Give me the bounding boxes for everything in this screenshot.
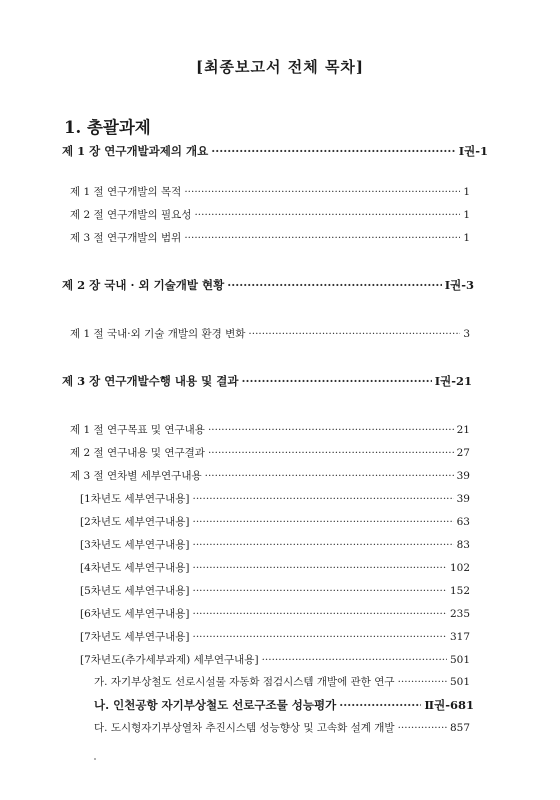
leader-dots bbox=[227, 276, 442, 294]
toc-section[interactable] bbox=[70, 229, 470, 247]
toc-year-entry[interactable] bbox=[80, 536, 470, 554]
page-number: 21 bbox=[456, 424, 470, 436]
page-number: 39 bbox=[456, 493, 470, 505]
page-number: 1 bbox=[463, 186, 470, 198]
leader-dots bbox=[398, 719, 447, 737]
toc-section[interactable] bbox=[70, 206, 470, 224]
leader-dots bbox=[193, 582, 447, 600]
chapter-label: 제 2 장 국내 · 외 기술개발 현황 bbox=[62, 278, 225, 292]
page-number: 27 bbox=[456, 447, 470, 459]
year-label: [3차년도 세부연구내용] bbox=[80, 539, 190, 551]
year-label: [7차년도 세부연구내용] bbox=[80, 631, 190, 643]
leader-dots bbox=[193, 605, 447, 623]
toc-section[interactable] bbox=[70, 421, 470, 439]
section-label: 제 1 절 국내·외 기술 개발의 환경 변화 bbox=[70, 328, 246, 340]
section-label: 제 2 절 연구개발의 필요성 bbox=[70, 209, 192, 221]
leader-dots bbox=[205, 467, 454, 485]
page-number: 83 bbox=[456, 539, 470, 551]
page-number: 235 bbox=[449, 608, 470, 620]
page-number: 1 bbox=[463, 209, 470, 221]
page-number: 1 bbox=[463, 232, 470, 244]
toc-year-entry[interactable] bbox=[80, 605, 470, 623]
toc-year-entry[interactable] bbox=[80, 582, 470, 600]
toc-task-item[interactable] bbox=[94, 719, 470, 737]
chapter-label: 제 3 장 연구개발수행 내용 및 결과 bbox=[62, 374, 239, 388]
page-number: 501 bbox=[449, 676, 470, 688]
year-label: [2차년도 세부연구내용] bbox=[80, 516, 190, 528]
leader-dots bbox=[208, 421, 454, 439]
page-number: 102 bbox=[449, 562, 470, 574]
leader-dots bbox=[193, 559, 447, 577]
toc-chapter-2[interactable] bbox=[62, 276, 474, 294]
section-label: 제 1 절 연구개발의 목적 bbox=[70, 186, 182, 198]
leader-dots bbox=[208, 444, 454, 462]
leader-dots bbox=[193, 628, 447, 646]
section-label: 제 3 절 연차별 세부연구내용 bbox=[70, 470, 202, 482]
year-label: [1차년도 세부연구내용] bbox=[80, 493, 190, 505]
leader-dots bbox=[262, 651, 447, 669]
leader-dots bbox=[211, 142, 456, 160]
page-number: Ⅰ권-1 bbox=[458, 144, 488, 158]
task-label: 다. 도시형자기부상열차 추진시스템 성능향상 및 고속화 설계 개발 bbox=[94, 722, 395, 734]
leader-dots bbox=[194, 206, 460, 224]
page-number: Ⅰ권-21 bbox=[434, 374, 472, 388]
page-number: 317 bbox=[449, 631, 470, 643]
leader-dots bbox=[193, 513, 454, 531]
task-label: 가. 자기부상철도 선로시설물 자동화 점검시스템 개발에 관한 연구 bbox=[94, 676, 395, 688]
toc-year-entry[interactable] bbox=[80, 513, 470, 531]
toc-year-entry[interactable] bbox=[80, 651, 470, 669]
section-label: 제 2 절 연구내용 및 연구결과 bbox=[70, 447, 205, 459]
leader-dots bbox=[193, 536, 454, 554]
section-label: 제 3 절 연구개발의 범위 bbox=[70, 232, 182, 244]
year-label: [7차년도(추가세부과제) 세부연구내용] bbox=[80, 654, 259, 666]
chapter-label: 제 1 장 연구개발과제의 개요 bbox=[62, 144, 209, 158]
page-number: Ⅱ권-681 bbox=[424, 698, 474, 712]
page-number: Ⅰ권-3 bbox=[444, 278, 474, 292]
leader-dots bbox=[398, 673, 447, 691]
toc-section[interactable] bbox=[70, 444, 470, 462]
toc-task-item[interactable] bbox=[94, 673, 470, 691]
page-number: 39 bbox=[456, 470, 470, 482]
leader-dots bbox=[248, 325, 460, 343]
toc-task-item[interactable] bbox=[94, 696, 474, 714]
page-number: 857 bbox=[449, 722, 470, 734]
leader-dots bbox=[193, 490, 454, 508]
leader-dots bbox=[184, 229, 460, 247]
toc-title: [최종보고서 전체 목차] bbox=[195, 58, 365, 76]
page-number: 3 bbox=[463, 328, 470, 340]
page-number: 152 bbox=[449, 585, 470, 597]
leader-dots bbox=[339, 696, 421, 714]
toc-year-entry[interactable] bbox=[80, 559, 470, 577]
year-label: [5차년도 세부연구내용] bbox=[80, 585, 190, 597]
year-label: [4차년도 세부연구내용] bbox=[80, 562, 190, 574]
scan-speck bbox=[94, 758, 96, 760]
toc-chapter-1[interactable] bbox=[62, 142, 488, 160]
part-heading: 1. 총괄과제 bbox=[64, 118, 151, 137]
toc-year-entry[interactable] bbox=[80, 490, 470, 508]
toc-year-entry[interactable] bbox=[80, 628, 470, 646]
leader-dots bbox=[241, 372, 431, 390]
toc-section[interactable] bbox=[70, 183, 470, 201]
toc-section[interactable] bbox=[70, 467, 470, 485]
year-label: [6차년도 세부연구내용] bbox=[80, 608, 190, 620]
toc-chapter-3[interactable] bbox=[62, 372, 472, 390]
leader-dots bbox=[184, 183, 460, 201]
page-number: 501 bbox=[449, 654, 470, 666]
page-number: 63 bbox=[456, 516, 470, 528]
section-label: 제 1 절 연구목표 및 연구내용 bbox=[70, 424, 205, 436]
task-label: 나. 인천공항 자기부상철도 선로구조물 성능평가 bbox=[94, 698, 337, 712]
toc-section[interactable] bbox=[70, 325, 470, 343]
